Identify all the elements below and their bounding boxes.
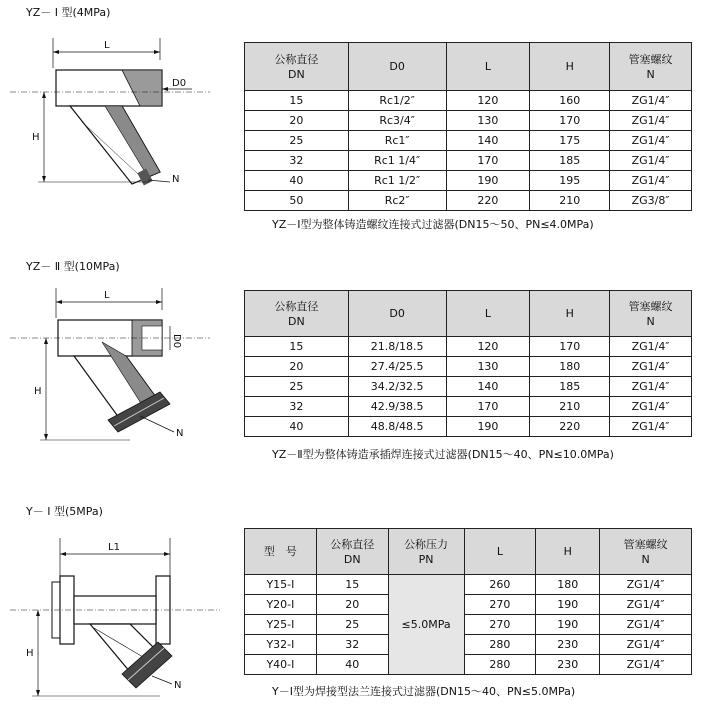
yz2-filter-drawing [10, 282, 210, 457]
dim-h-label: H [26, 648, 34, 659]
col-header-l: L [446, 291, 530, 337]
col-header-l: L [464, 529, 536, 575]
col-header-n: 管塞螺纹 N [610, 43, 692, 91]
dim-l-label: L [104, 290, 110, 301]
col-header-d0: D0 [348, 291, 446, 337]
table-row: Y15-I 15 ≤5.0MPa 260 180 ZG1/4″ [245, 575, 692, 595]
col-header-pn: 公称压力 PN [388, 529, 464, 575]
table-row: 25 Rc1″ 140 175 ZG1/4″ [245, 131, 692, 151]
dim-h-label: H [34, 386, 42, 397]
yz2-spec-table [244, 290, 692, 437]
col-header-n: 管塞螺纹 N [610, 291, 692, 337]
yz2-caption: YZ－Ⅱ型为整体铸造承插焊连接式过滤器(DN15～40、PN≤10.0MPa) [272, 448, 614, 461]
table-row: Y25-I 25 270 190 ZG1/4″ [245, 615, 692, 635]
section1-title: YZ－ Ⅰ 型(4MPa) [26, 6, 111, 19]
yz1-filter-drawing [10, 32, 210, 232]
yz1-caption: YZ－Ⅰ型为整体铸造螺纹连接式过滤器(DN15～50、PN≤4.0MPa) [272, 218, 594, 231]
dim-d0-label: D0 [172, 78, 187, 89]
col-header-dn: 公称直径 DN [245, 43, 349, 91]
dim-n-label: N [176, 428, 184, 439]
table-row: 50 Rc2″ 220 210 ZG3/8″ [245, 191, 692, 211]
col-header-dn: 公称直径 DN [245, 291, 349, 337]
col-header-n: 管塞螺纹 N [600, 529, 692, 575]
table-row: 20 27.4/25.5 130 180 ZG1/4″ [245, 357, 692, 377]
table-row: 32 Rc1 1/4″ 170 185 ZG1/4″ [245, 151, 692, 171]
table-row: 15 Rc1/2″ 120 160 ZG1/4″ [245, 91, 692, 111]
col-header-model: 型 号 [245, 529, 317, 575]
table-row: Y32-I 32 280 230 ZG1/4″ [245, 635, 692, 655]
col-header-dn: 公称直径 DN [316, 529, 388, 575]
table-row: 20 Rc3/4″ 130 170 ZG1/4″ [245, 111, 692, 131]
dim-n-label: N [172, 174, 180, 185]
yz1-spec-table [244, 42, 692, 211]
dim-l1-label: L1 [108, 542, 120, 553]
table-row: 40 48.8/48.5 190 220 ZG1/4″ [245, 417, 692, 437]
section2-title: YZ－ Ⅱ 型(10MPa) [26, 260, 120, 273]
dim-l-label: L [104, 40, 110, 51]
table-row: 32 42.9/38.5 170 210 ZG1/4″ [245, 397, 692, 417]
col-header-h: H [530, 43, 610, 91]
y1-caption: Y－Ⅰ型为焊接型法兰连接式过滤器(DN15～40、PN≤5.0MPa) [272, 685, 576, 698]
pn-merged-cell: ≤5.0MPa [388, 575, 464, 675]
y1-spec-table [244, 528, 692, 675]
table-row: Y40-I 40 280 230 ZG1/4″ [245, 655, 692, 675]
dim-n-label: N [174, 680, 182, 691]
table-row: 40 Rc1 1/2″ 190 195 ZG1/4″ [245, 171, 692, 191]
table-row: Y20-I 20 270 190 ZG1/4″ [245, 595, 692, 615]
col-header-d0: D0 [348, 43, 446, 91]
section3-title: Y－ Ⅰ 型(5MPa) [26, 505, 103, 518]
dim-d0-label: D0 [171, 334, 182, 349]
y1-filter-drawing [10, 528, 220, 703]
table-row: 25 34.2/32.5 140 185 ZG1/4″ [245, 377, 692, 397]
col-header-h: H [536, 529, 600, 575]
col-header-l: L [446, 43, 530, 91]
table-row: 15 21.8/18.5 120 170 ZG1/4″ [245, 337, 692, 357]
dim-h-label: H [32, 132, 40, 143]
col-header-h: H [530, 291, 610, 337]
